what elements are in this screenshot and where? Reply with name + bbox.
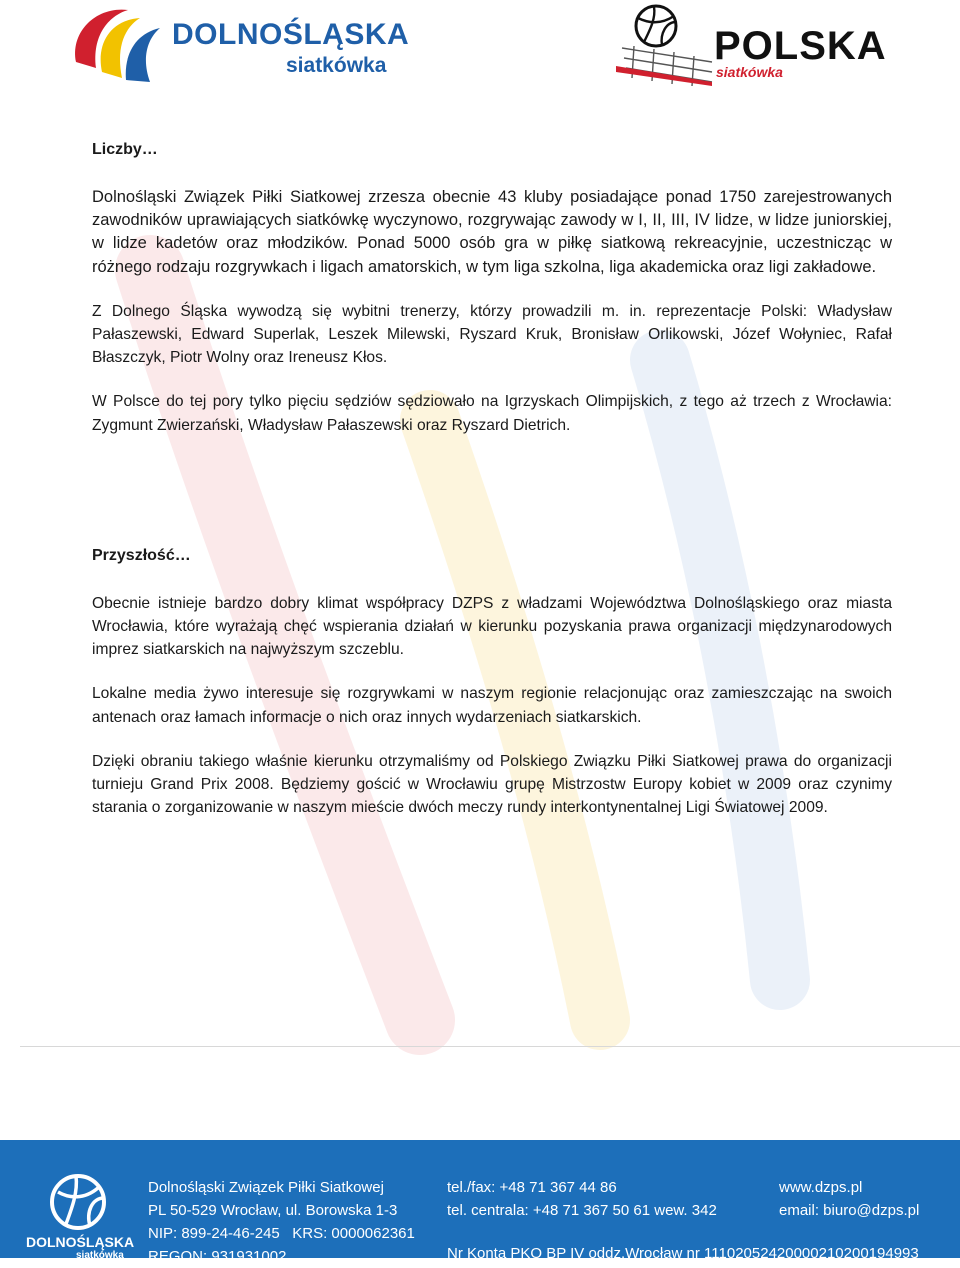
footer-logo-subtitle: siatkówka bbox=[76, 1250, 124, 1261]
footer-logo bbox=[22, 1168, 135, 1261]
phone-fax: tel./fax: +48 71 367 44 86 bbox=[447, 1179, 617, 1196]
address: PL 50-529 Wrocław, ul. Borowska 1-3 bbox=[148, 1202, 398, 1219]
paragraph: Lokalne media żywo interesuje się rozgrywkami w naszym regionie relacjonując oraz zamieszczając na swoich antenach oraz łamach informacje o nich oraz innych wydarzeniach siatkarskich. bbox=[92, 685, 892, 726]
logo-subtitle: siatkówka bbox=[286, 54, 387, 77]
paragraph: Dolnośląski Związek Piłki Siatkowej zrzesza obecnie 43 kluby posiadające ponad 1750 zarejestrowanych zawodników uprawiających siatkówkę wyczynowo, rozgrywając zawody w I, II, III, IV lidze, w lidze juniorskiej, w lidze kadetów oraz młodzików. Ponad 5000 osób gra w piłkę siatkową rekreacyjnie, uczestnicząc w różnego rodzaju rozgrywkach i ligach amatorskich, w tym liga szkolna, liga akademicka oraz ligi zakładowe. bbox=[92, 188, 892, 276]
logo-title: DOLNOŚLĄSKA bbox=[172, 18, 410, 51]
logo-subtitle: siatkówka bbox=[716, 64, 783, 80]
document-body bbox=[92, 138, 892, 819]
volleyball-swirl-icon bbox=[66, 2, 166, 86]
page-header bbox=[0, 0, 960, 100]
org-name: Dolnośląski Związek Piłki Siatkowej bbox=[148, 1179, 384, 1196]
page-footer bbox=[0, 1140, 960, 1265]
email-link[interactable]: email: biuro@dzps.pl bbox=[779, 1202, 920, 1219]
website-link[interactable]: www.dzps.pl bbox=[779, 1179, 863, 1196]
footer-phone-block bbox=[447, 1176, 717, 1222]
volleyball-icon bbox=[48, 1172, 108, 1234]
polska-siatkowka-logo bbox=[614, 2, 904, 86]
footer-divider bbox=[20, 1046, 960, 1047]
section-heading-przyszlosc: Przyszłość… bbox=[92, 546, 191, 564]
regon: REGON: 931931002 bbox=[148, 1248, 287, 1265]
volleyball-net-icon bbox=[614, 2, 714, 86]
nip-krs: NIP: 899-24-46-245 KRS: 0000062361 bbox=[148, 1225, 415, 1242]
phone-central: tel. centrala: +48 71 367 50 61 wew. 342 bbox=[447, 1202, 717, 1219]
paragraph: Obecnie istnieje bardzo dobry klimat współpracy DZPS z władzami Województwa Dolnośląskiego oraz miasta Wrocławia, które wyrażają chęć wspierania działań w kierunku pozyskania prawa organizacji międzynarodowych imprez siatkarskich na najwyższym szczeblu. bbox=[92, 594, 892, 659]
logo-title: POLSKA bbox=[714, 24, 887, 68]
paragraph: W Polsce do tej pory tylko pięciu sędziów sędziowało na Igrzyskach Olimpijskich, z tego aż trzech z Wrocławia: Zygmunt Zwierzański, Władysław Pałaszewski oraz Ryszard Dietrich. bbox=[92, 393, 892, 434]
paragraph: Z Dolnego Śląska wywodzą się wybitni trenerzy, którzy prowadzili m. in. reprezentacje Polski: Władysław Pałaszewski, Edward Superlak, Leszek Milewski, Ryszard Kruk, Bronisław Orlikowski, Józef Wołyniec, Rafał Błaszczyk, Piotr Wolny oraz Ireneusz Kłos. bbox=[92, 302, 892, 367]
footer-web-block bbox=[779, 1176, 919, 1222]
paragraph: Dzięki obraniu takiego właśnie kierunku otrzymaliśmy od Polskiego Związku Piłki Siatkowej prawa do organizacji turnieju Grand Prix 2008. Będziemy gościć w Wrocławiu grupę Mistrzostw Europy kobiet w 2009 oraz czynimy starania o zorganizowanie w naszym mieście dwóch meczy rundy interkontynentalnej Ligi Światowej 2009. bbox=[92, 752, 892, 817]
footer-logo-title: DOLNOŚLĄSKA bbox=[26, 1234, 135, 1250]
footer-address-block bbox=[148, 1176, 415, 1268]
dolnoslaska-logo bbox=[66, 2, 410, 86]
bank-account: Nr Konta PKO BP IV oddz.Wrocław nr 11102052420000210200194993 bbox=[447, 1245, 919, 1262]
section-heading-liczby: Liczby… bbox=[92, 141, 158, 158]
